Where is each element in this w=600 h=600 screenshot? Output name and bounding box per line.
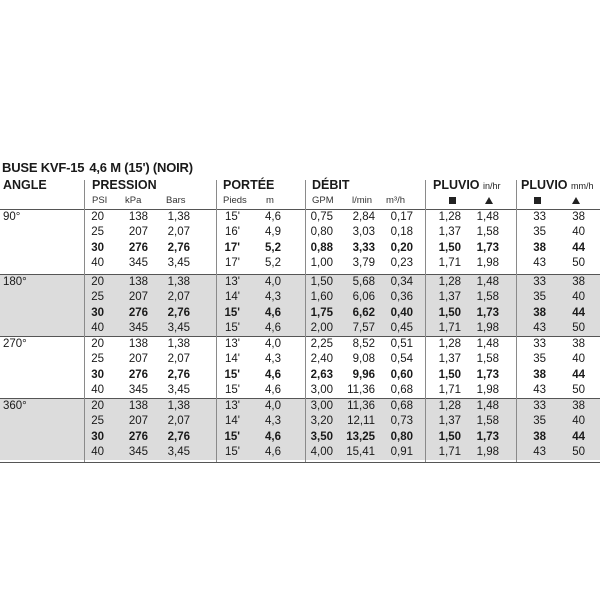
header-angle: ANGLE bbox=[3, 178, 47, 192]
cell-pluvio-mm-square: 38 bbox=[533, 241, 546, 254]
title-sub: 4,6 M (15') (NOIR) bbox=[89, 160, 193, 175]
cell-gpm: 2,63 bbox=[310, 368, 333, 381]
square-icon bbox=[534, 196, 541, 207]
angle-group bbox=[0, 398, 600, 460]
cell-pieds: 15' bbox=[224, 368, 240, 381]
cell-m3h: 0,54 bbox=[390, 353, 413, 366]
cell-pluvio-in-square: 1,71 bbox=[438, 384, 461, 397]
cell-pieds: 15' bbox=[225, 322, 240, 335]
cell-pluvio-in-triangle: 1,58 bbox=[476, 415, 499, 428]
divider bbox=[305, 180, 306, 462]
cell-bars: 1,38 bbox=[167, 338, 190, 350]
cell-gpm: 2,40 bbox=[310, 353, 333, 366]
divider bbox=[216, 180, 217, 462]
cell-bars: 2,76 bbox=[167, 430, 190, 443]
cell-m: 4,3 bbox=[265, 415, 281, 428]
cell-gpm: 0,88 bbox=[310, 241, 333, 254]
cell-pluvio-mm-triangle: 40 bbox=[572, 353, 585, 366]
table-bottom-border bbox=[0, 462, 600, 463]
cell-m3h: 0,68 bbox=[390, 400, 413, 412]
cell-kpa: 345 bbox=[128, 322, 148, 335]
cell-bars: 2,76 bbox=[167, 306, 190, 319]
angle-group bbox=[0, 336, 600, 398]
cell-psi: 30 bbox=[91, 241, 104, 254]
cell-kpa: 138 bbox=[128, 211, 148, 223]
cell-pluvio-in-square: 1,71 bbox=[438, 257, 461, 270]
cell-lmin: 9,08 bbox=[352, 353, 375, 366]
cell-pieds: 13' bbox=[225, 400, 240, 412]
cell-kpa: 138 bbox=[128, 338, 148, 350]
cell-lmin: 2,84 bbox=[352, 211, 375, 223]
cell-m3h: 0,51 bbox=[390, 338, 413, 350]
cell-pluvio-mm-square: 35 bbox=[533, 353, 546, 366]
cell-pluvio-in-square: 1,37 bbox=[438, 226, 461, 239]
cell-m: 4,0 bbox=[265, 400, 281, 412]
divider bbox=[84, 180, 85, 462]
cell-psi: 20 bbox=[91, 276, 104, 288]
cell-pluvio-mm-square: 33 bbox=[533, 338, 546, 350]
cell-m: 4,9 bbox=[265, 226, 281, 239]
cell-pieds: 14' bbox=[225, 415, 240, 428]
cell-lmin: 15,41 bbox=[346, 446, 375, 459]
cell-psi: 25 bbox=[91, 291, 104, 304]
cell-pluvio-in-triangle: 1,58 bbox=[476, 291, 499, 304]
group-separator bbox=[0, 336, 600, 337]
cell-m3h: 0,20 bbox=[390, 241, 413, 254]
cell-pieds: 15' bbox=[224, 306, 240, 319]
cell-pluvio-mm-square: 33 bbox=[533, 276, 546, 288]
cell-pluvio-in-triangle: 1,98 bbox=[476, 446, 499, 459]
group-separator bbox=[0, 398, 600, 399]
header-pluvio-mm-unit: mm/h bbox=[571, 181, 594, 191]
cell-kpa: 207 bbox=[128, 353, 148, 366]
cell-pluvio-mm-triangle: 38 bbox=[572, 211, 585, 223]
cell-pieds: 15' bbox=[224, 430, 240, 443]
cell-kpa: 276 bbox=[128, 430, 148, 443]
cell-m3h: 0,23 bbox=[390, 257, 413, 270]
cell-bars: 3,45 bbox=[167, 446, 190, 459]
cell-pluvio-in-square: 1,71 bbox=[438, 322, 461, 335]
cell-gpm: 1,50 bbox=[310, 276, 333, 288]
cell-pluvio-in-triangle: 1,73 bbox=[476, 306, 499, 319]
cell-psi: 25 bbox=[91, 226, 104, 239]
cell-pluvio-in-triangle: 1,48 bbox=[476, 400, 499, 412]
cell-pluvio-in-triangle: 1,48 bbox=[476, 276, 499, 288]
cell-psi: 30 bbox=[91, 306, 104, 319]
cell-m: 4,0 bbox=[265, 338, 281, 350]
cell-pieds: 15' bbox=[225, 211, 240, 223]
cell-kpa: 276 bbox=[128, 241, 148, 254]
cell-pluvio-mm-triangle: 40 bbox=[572, 291, 585, 304]
cell-psi: 20 bbox=[91, 211, 104, 223]
cell-pluvio-mm-triangle: 44 bbox=[572, 241, 585, 254]
cell-psi: 40 bbox=[91, 446, 104, 459]
cell-psi: 20 bbox=[91, 338, 104, 350]
cell-m3h: 0,73 bbox=[390, 415, 413, 428]
cell-m: 4,6 bbox=[265, 430, 281, 443]
angle-label: 270° bbox=[3, 338, 27, 350]
cell-pieds: 13' bbox=[225, 276, 240, 288]
cell-pluvio-mm-triangle: 40 bbox=[572, 415, 585, 428]
cell-pluvio-mm-square: 43 bbox=[533, 384, 546, 397]
cell-psi: 30 bbox=[91, 430, 104, 443]
cell-pluvio-in-triangle: 1,58 bbox=[476, 353, 499, 366]
cell-pluvio-mm-triangle: 50 bbox=[572, 322, 585, 335]
cell-kpa: 207 bbox=[128, 226, 148, 239]
cell-pluvio-mm-triangle: 40 bbox=[572, 226, 585, 239]
cell-gpm: 0,75 bbox=[310, 211, 333, 223]
cell-pluvio-in-triangle: 1,98 bbox=[476, 322, 499, 335]
subheader-bars: Bars bbox=[166, 195, 186, 206]
cell-m: 4,6 bbox=[265, 211, 281, 223]
divider bbox=[425, 180, 426, 462]
cell-psi: 40 bbox=[91, 257, 104, 270]
cell-psi: 40 bbox=[91, 384, 104, 397]
cell-pluvio-mm-square: 38 bbox=[533, 430, 546, 443]
cell-bars: 2,76 bbox=[167, 368, 190, 381]
cell-m: 4,6 bbox=[265, 306, 281, 319]
cell-pluvio-mm-triangle: 38 bbox=[572, 400, 585, 412]
title-main: BUSE KVF-15 bbox=[2, 160, 85, 175]
cell-lmin: 8,52 bbox=[352, 338, 375, 350]
cell-pluvio-in-triangle: 1,98 bbox=[476, 384, 499, 397]
cell-m3h: 0,17 bbox=[390, 211, 413, 223]
angle-label: 360° bbox=[3, 400, 27, 412]
cell-pieds: 17' bbox=[225, 257, 240, 270]
header-pression: PRESSION bbox=[92, 178, 157, 192]
cell-lmin: 5,68 bbox=[352, 276, 375, 288]
cell-m3h: 0,40 bbox=[390, 306, 413, 319]
cell-pluvio-in-triangle: 1,73 bbox=[476, 430, 499, 443]
cell-kpa: 345 bbox=[128, 446, 148, 459]
subheader-pieds: Pieds bbox=[223, 195, 247, 206]
cell-pluvio-mm-triangle: 44 bbox=[572, 306, 585, 319]
header-pluvio-mm bbox=[521, 178, 594, 192]
cell-m3h: 0,45 bbox=[390, 322, 413, 335]
cell-pluvio-mm-triangle: 38 bbox=[572, 276, 585, 288]
square-icon bbox=[449, 196, 456, 207]
cell-lmin: 7,57 bbox=[352, 322, 375, 335]
cell-m3h: 0,34 bbox=[390, 276, 413, 288]
cell-pieds: 17' bbox=[224, 241, 240, 254]
cell-pieds: 16' bbox=[225, 226, 240, 239]
angle-label: 90° bbox=[3, 211, 21, 223]
cell-m: 4,6 bbox=[265, 322, 281, 335]
group-separator bbox=[0, 209, 600, 210]
cell-bars: 1,38 bbox=[167, 276, 190, 288]
cell-psi: 40 bbox=[91, 322, 104, 335]
cell-m3h: 0,68 bbox=[390, 384, 413, 397]
cell-psi: 20 bbox=[91, 400, 104, 412]
cell-psi: 25 bbox=[91, 415, 104, 428]
cell-kpa: 207 bbox=[128, 291, 148, 304]
cell-pluvio-in-square: 1,50 bbox=[438, 430, 461, 443]
cell-bars: 1,38 bbox=[167, 400, 190, 412]
table-title bbox=[2, 160, 193, 175]
cell-m: 4,3 bbox=[265, 353, 281, 366]
cell-lmin: 13,25 bbox=[346, 430, 375, 443]
cell-pluvio-mm-square: 35 bbox=[533, 291, 546, 304]
cell-pluvio-in-triangle: 1,73 bbox=[476, 241, 499, 254]
header-portee: PORTÉE bbox=[223, 178, 275, 192]
cell-m: 5,2 bbox=[265, 257, 281, 270]
cell-kpa: 345 bbox=[128, 384, 148, 397]
cell-kpa: 207 bbox=[128, 415, 148, 428]
cell-kpa: 138 bbox=[128, 400, 148, 412]
cell-bars: 2,07 bbox=[167, 226, 190, 239]
cell-m: 4,0 bbox=[265, 276, 281, 288]
cell-gpm: 0,80 bbox=[310, 226, 333, 239]
cell-lmin: 9,96 bbox=[352, 368, 375, 381]
cell-pluvio-mm-square: 33 bbox=[533, 400, 546, 412]
cell-pluvio-mm-triangle: 50 bbox=[572, 384, 585, 397]
cell-m3h: 0,80 bbox=[390, 430, 413, 443]
header-pluvio-mm-label: PLUVIO bbox=[521, 178, 568, 192]
cell-pluvio-in-square: 1,37 bbox=[438, 291, 461, 304]
cell-pluvio-in-square: 1,28 bbox=[438, 211, 461, 223]
cell-m: 4,6 bbox=[265, 368, 281, 381]
cell-m: 5,2 bbox=[265, 241, 281, 254]
cell-lmin: 6,06 bbox=[352, 291, 375, 304]
cell-pluvio-mm-square: 35 bbox=[533, 415, 546, 428]
divider bbox=[516, 180, 517, 462]
cell-pluvio-mm-square: 43 bbox=[533, 257, 546, 270]
cell-m3h: 0,91 bbox=[390, 446, 413, 459]
cell-pluvio-mm-square: 43 bbox=[533, 446, 546, 459]
cell-pluvio-mm-square: 33 bbox=[533, 211, 546, 223]
cell-pieds: 15' bbox=[225, 446, 240, 459]
cell-kpa: 276 bbox=[128, 306, 148, 319]
cell-m3h: 0,18 bbox=[390, 226, 413, 239]
cell-lmin: 3,33 bbox=[352, 241, 375, 254]
cell-pluvio-in-square: 1,50 bbox=[438, 306, 461, 319]
cell-gpm: 1,75 bbox=[310, 306, 333, 319]
cell-pluvio-mm-triangle: 44 bbox=[572, 368, 585, 381]
header-pluvio-in-label: PLUVIO bbox=[433, 178, 480, 192]
cell-pluvio-in-square: 1,28 bbox=[438, 338, 461, 350]
cell-pluvio-mm-triangle: 50 bbox=[572, 446, 585, 459]
cell-pluvio-in-square: 1,50 bbox=[438, 241, 461, 254]
cell-pluvio-in-triangle: 1,48 bbox=[476, 211, 499, 223]
cell-lmin: 3,03 bbox=[352, 226, 375, 239]
cell-m: 4,6 bbox=[265, 446, 281, 459]
angle-group bbox=[0, 209, 600, 271]
cell-gpm: 4,00 bbox=[310, 446, 333, 459]
cell-gpm: 3,00 bbox=[310, 400, 333, 412]
cell-kpa: 345 bbox=[128, 257, 148, 270]
cell-gpm: 1,00 bbox=[310, 257, 333, 270]
subheader-m3h: m³/h bbox=[386, 195, 405, 206]
cell-pluvio-mm-square: 35 bbox=[533, 226, 546, 239]
header-pluvio-in-unit: in/hr bbox=[483, 181, 501, 191]
cell-lmin: 3,79 bbox=[352, 257, 375, 270]
cell-bars: 1,38 bbox=[167, 211, 190, 223]
cell-pluvio-in-square: 1,37 bbox=[438, 353, 461, 366]
triangle-icon bbox=[572, 196, 580, 207]
cell-pieds: 14' bbox=[225, 353, 240, 366]
group-separator bbox=[0, 274, 600, 275]
subheader-gpm: GPM bbox=[312, 195, 334, 206]
cell-m: 4,6 bbox=[265, 384, 281, 397]
cell-bars: 3,45 bbox=[167, 257, 190, 270]
cell-pluvio-in-triangle: 1,58 bbox=[476, 226, 499, 239]
cell-gpm: 2,25 bbox=[310, 338, 333, 350]
cell-pieds: 13' bbox=[225, 338, 240, 350]
cell-pluvio-in-triangle: 1,98 bbox=[476, 257, 499, 270]
cell-pluvio-mm-square: 38 bbox=[533, 306, 546, 319]
cell-pluvio-in-square: 1,37 bbox=[438, 415, 461, 428]
cell-bars: 2,07 bbox=[167, 353, 190, 366]
cell-gpm: 3,00 bbox=[310, 384, 333, 397]
cell-m3h: 0,36 bbox=[390, 291, 413, 304]
subheader-lmin: l/min bbox=[352, 195, 373, 206]
cell-lmin: 12,11 bbox=[347, 415, 375, 428]
cell-kpa: 138 bbox=[128, 276, 148, 288]
cell-pluvio-mm-square: 43 bbox=[533, 322, 546, 335]
cell-pluvio-mm-triangle: 50 bbox=[572, 257, 585, 270]
cell-pluvio-in-square: 1,28 bbox=[438, 276, 461, 288]
cell-pluvio-in-triangle: 1,73 bbox=[476, 368, 499, 381]
cell-lmin: 6,62 bbox=[352, 306, 375, 319]
cell-pluvio-in-square: 1,71 bbox=[438, 446, 461, 459]
triangle-icon bbox=[485, 196, 493, 207]
cell-pieds: 14' bbox=[225, 291, 240, 304]
cell-gpm: 3,20 bbox=[310, 415, 333, 428]
cell-gpm: 1,60 bbox=[310, 291, 333, 304]
angle-label: 180° bbox=[3, 276, 27, 288]
cell-m3h: 0,60 bbox=[390, 368, 413, 381]
cell-lmin: 11,36 bbox=[347, 400, 375, 412]
cell-lmin: 11,36 bbox=[347, 384, 375, 397]
cell-psi: 30 bbox=[91, 368, 104, 381]
cell-pluvio-mm-triangle: 38 bbox=[572, 338, 585, 350]
cell-bars: 2,07 bbox=[167, 415, 190, 428]
cell-m: 4,3 bbox=[265, 291, 281, 304]
header-pluvio-in bbox=[433, 178, 501, 192]
cell-pluvio-in-triangle: 1,48 bbox=[476, 338, 499, 350]
cell-pluvio-in-square: 1,50 bbox=[438, 368, 461, 381]
cell-pluvio-mm-square: 38 bbox=[533, 368, 546, 381]
header-debit: DÉBIT bbox=[312, 178, 350, 192]
cell-bars: 2,76 bbox=[167, 241, 190, 254]
cell-pluvio-in-square: 1,28 bbox=[438, 400, 461, 412]
cell-psi: 25 bbox=[91, 353, 104, 366]
cell-bars: 3,45 bbox=[167, 322, 190, 335]
subheader-m: m bbox=[266, 195, 274, 206]
angle-group bbox=[0, 274, 600, 336]
cell-pieds: 15' bbox=[225, 384, 240, 397]
cell-kpa: 276 bbox=[128, 368, 148, 381]
cell-gpm: 2,00 bbox=[310, 322, 333, 335]
subheader-psi: PSI bbox=[92, 195, 108, 206]
cell-bars: 3,45 bbox=[167, 384, 190, 397]
cell-bars: 2,07 bbox=[167, 291, 190, 304]
cell-pluvio-mm-triangle: 44 bbox=[572, 430, 585, 443]
cell-gpm: 3,50 bbox=[310, 430, 333, 443]
subheader-kpa: kPa bbox=[125, 195, 142, 206]
